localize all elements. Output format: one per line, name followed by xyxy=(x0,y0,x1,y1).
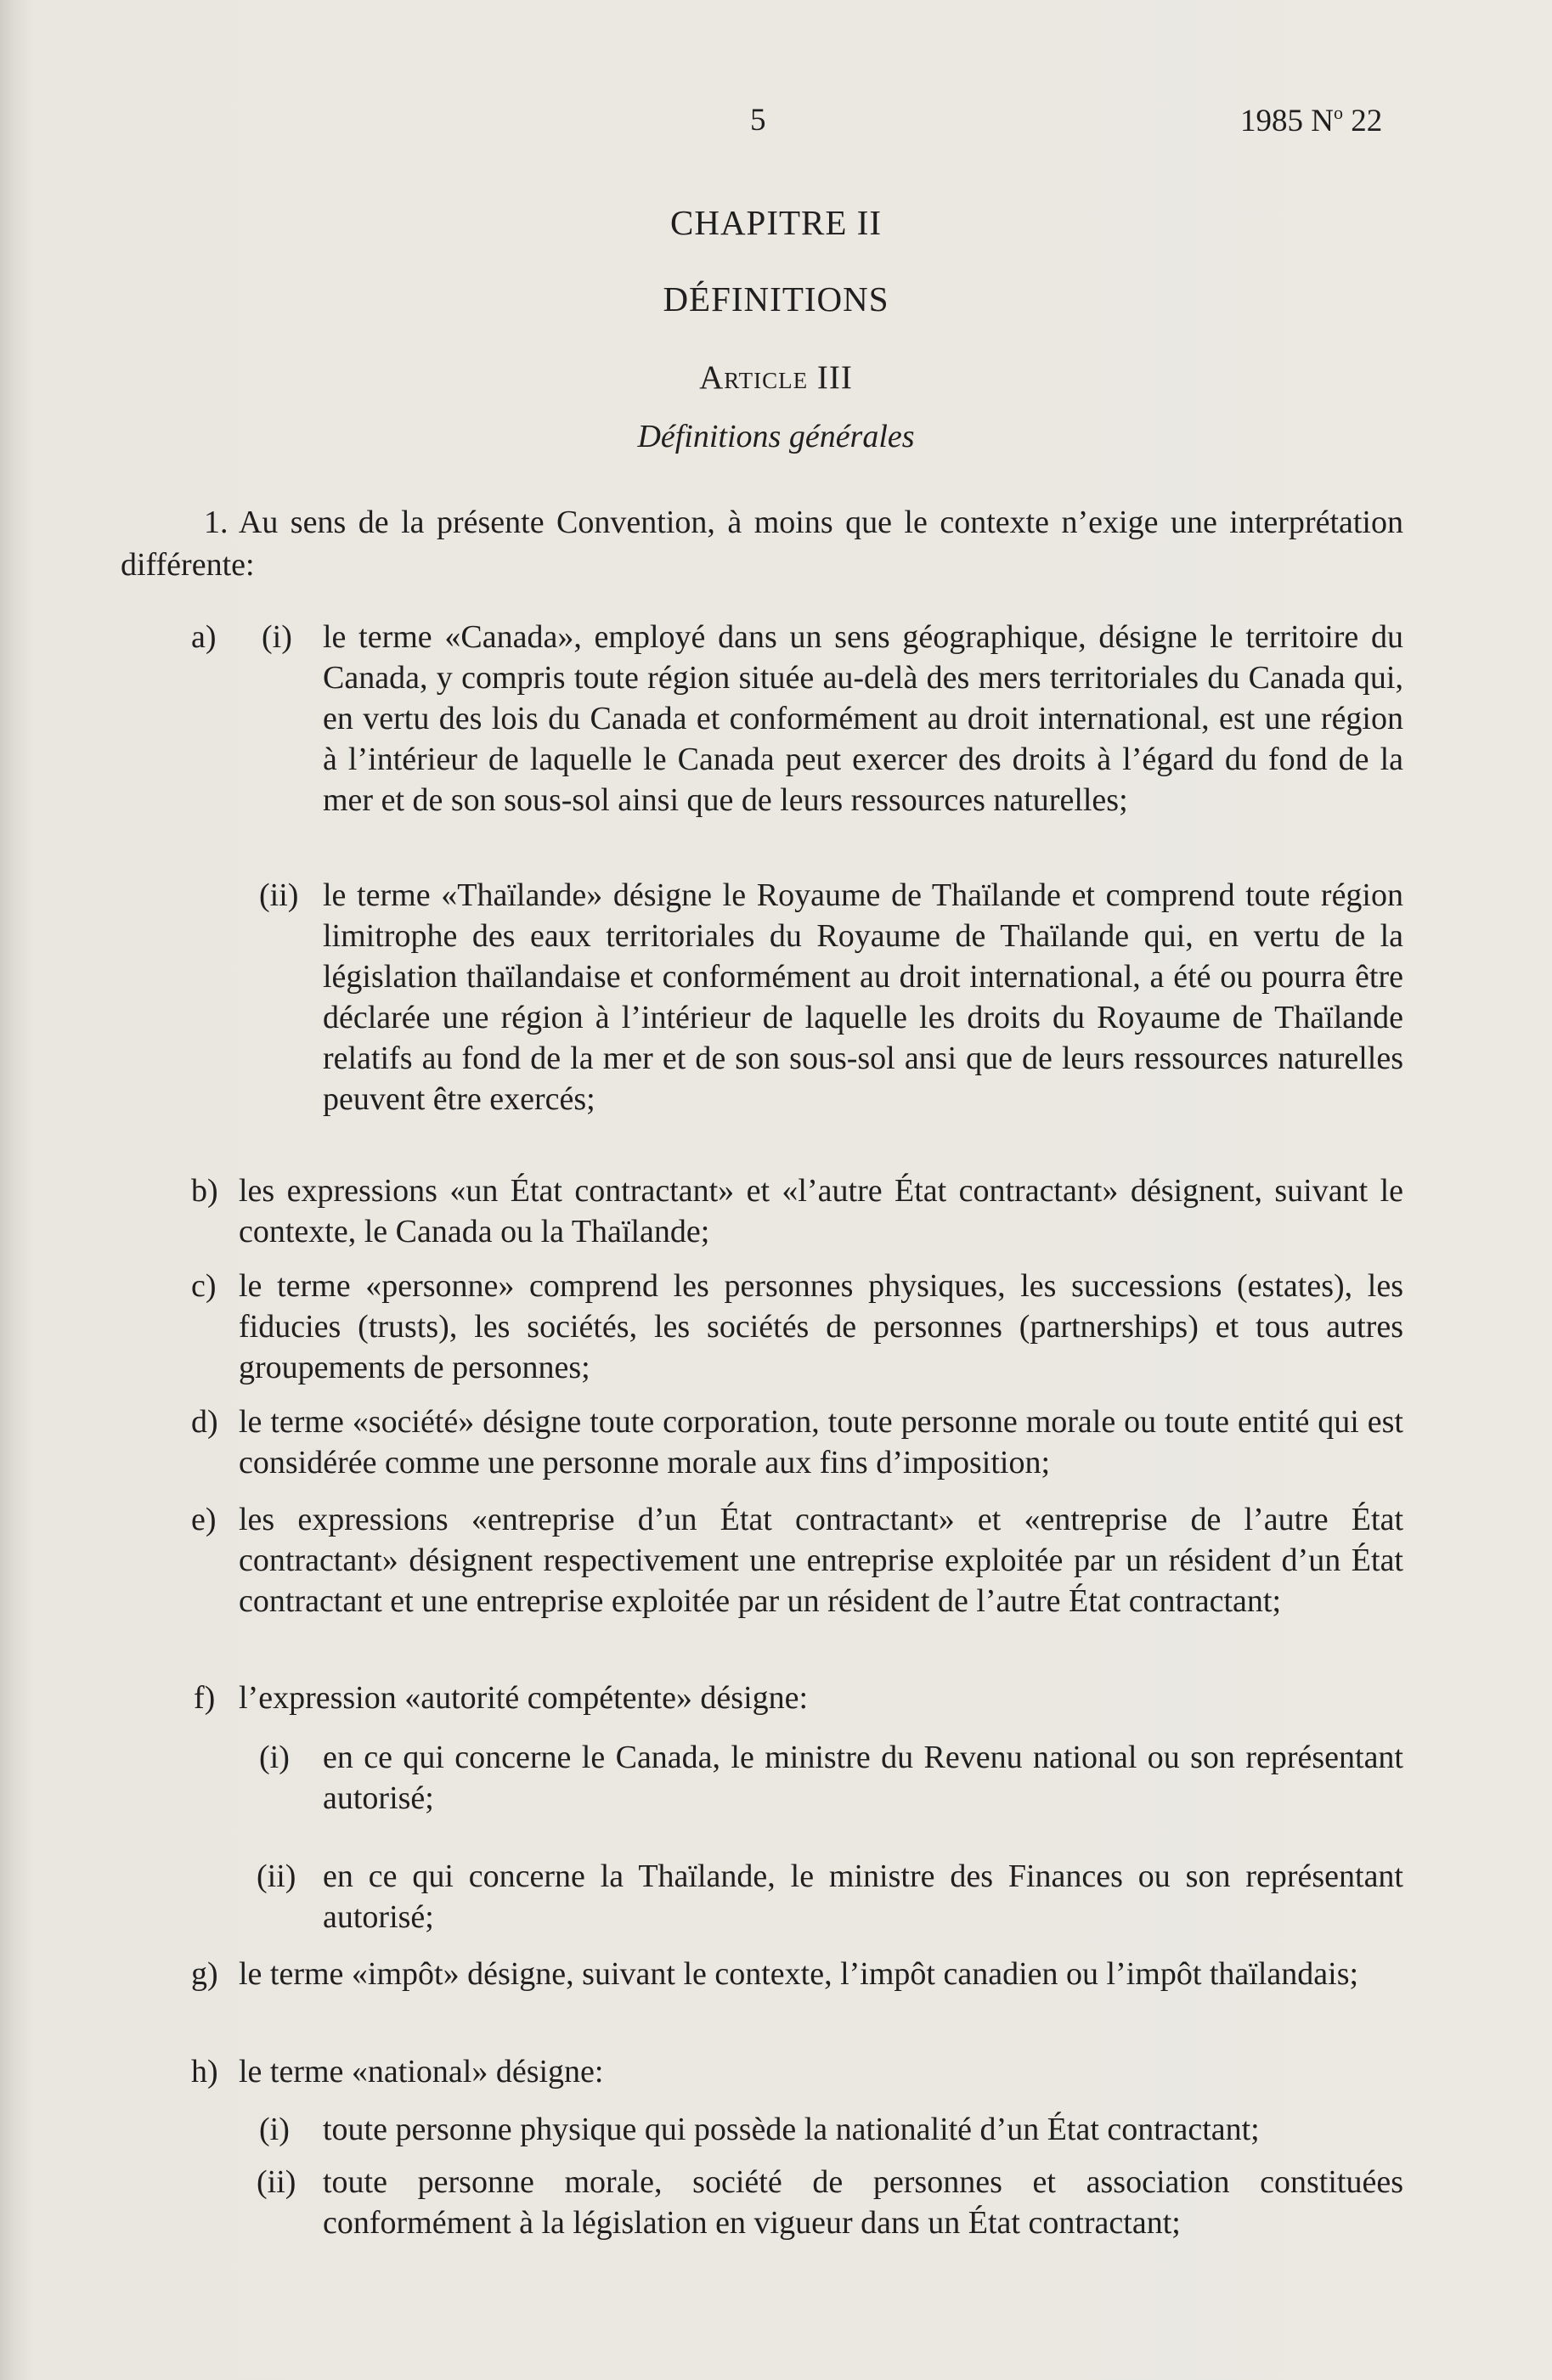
item-a-label: a) xyxy=(191,619,217,655)
section-heading: DÉFINITIONS xyxy=(663,279,889,319)
document-number: 22 xyxy=(1342,104,1383,138)
item-e-text: les expressions «entreprise d’un État contractant» et «entreprise de l’autre État contractant» désignent respectivement une entreprise exploitée par un résident d’un État contractant et une entreprise exploitée par un résident de l’autre État contractant; xyxy=(239,1502,1403,1619)
item-h-i-text: toute personne physique qui possède la nationalité d’un État contractant; xyxy=(323,2112,1260,2147)
document-year: 1985 N xyxy=(1240,104,1334,138)
item-h-ii-text: toute personne morale, société de personnes et association constituées conformément à la législation en vigueur dans un État contractant; xyxy=(323,2164,1403,2241)
item-a-i-label: (i) xyxy=(262,619,292,655)
item-a-ii-label: (ii) xyxy=(259,877,299,913)
item-b-text: les expressions «un État contractant» et «l’autre État contractant» désignent, suivant le contexte, le Canada ou la Thaïlande; xyxy=(239,1173,1403,1249)
item-f-label: f) xyxy=(194,1680,216,1716)
paragraph-1: 1. Au sens de la présente Convention, à moins que le contexte n’exige une interprétation différente: xyxy=(121,505,1403,583)
article-heading: Article III xyxy=(699,359,853,396)
item-b-label: b) xyxy=(191,1173,218,1209)
item-f-ii-label: (ii) xyxy=(257,1858,296,1894)
item-h-text: le terme «national» désigne: xyxy=(239,2054,604,2090)
item-f-i-text: en ce qui concerne le Canada, le ministre du Revenu national ou son représentant autorisé; xyxy=(323,1740,1403,1816)
item-g-label: g) xyxy=(191,1956,218,1992)
item-f-ii-text: en ce qui concerne la Thaïlande, le ministre des Finances ou son représentant autorisé; xyxy=(323,1858,1403,1935)
item-e-label: e) xyxy=(191,1502,217,1537)
item-d-label: d) xyxy=(191,1404,218,1440)
chapter-heading: CHAPITRE II xyxy=(669,203,882,242)
item-c-label: c) xyxy=(191,1268,217,1304)
item-a-ii-text: le terme «Thaïlande» désigne le Royaume de Thaïlande et comprend toute région limitrophe des eaux territoriales du Royaume de Thaïlande qui, en vertu de la législation thaïlandaise et conformément au droit international, a été ou pourra être déclarée une région à l’intérieur de laquelle les droits du Royaume de Thaïlande relatifs au fond de la mer et de son sous-sol ansi que de leurs ressources naturelles peuvent être exercés; xyxy=(323,877,1403,1117)
item-g-text: le terme «impôt» désigne, suivant le contexte, l’impôt canadien ou l’impôt thaïlandais; xyxy=(239,1956,1359,1992)
item-c-text: le terme «personne» comprend les personnes physiques, les successions (estates), les fiducies (trusts), les sociétés, les sociétés de personnes (partnerships) et tous autres groupements de personnes; xyxy=(239,1268,1403,1385)
document-reference xyxy=(1240,102,1382,139)
item-h-ii-label: (ii) xyxy=(257,2164,296,2200)
item-d-text: le terme «société» désigne toute corporation, toute personne morale ou toute entité qui est considérée comme une personne morale aux fins d’imposition; xyxy=(239,1404,1403,1480)
number-superscript: o xyxy=(1333,102,1343,123)
item-f-i-label: (i) xyxy=(259,1740,290,1775)
page-number: 5 xyxy=(750,103,766,138)
item-h-label: h) xyxy=(191,2054,218,2090)
item-h-i-label: (i) xyxy=(259,2112,290,2147)
article-title: Définitions générales xyxy=(637,419,915,454)
item-a-i-text: le terme «Canada», employé dans un sens géographique, désigne le territoire du Canada, y compris toute région située au-delà des mers territoriales du Canada qui, en vertu des lois du Canada et conformément au droit international, est une région à l’intérieur de laquelle le Canada peut exercer des droits à l’égard du fond de la mer et de son sous-sol ainsi que de leurs ressources naturelles; xyxy=(323,619,1403,818)
item-f-text: l’expression «autorité compétente» désigne: xyxy=(239,1680,809,1716)
